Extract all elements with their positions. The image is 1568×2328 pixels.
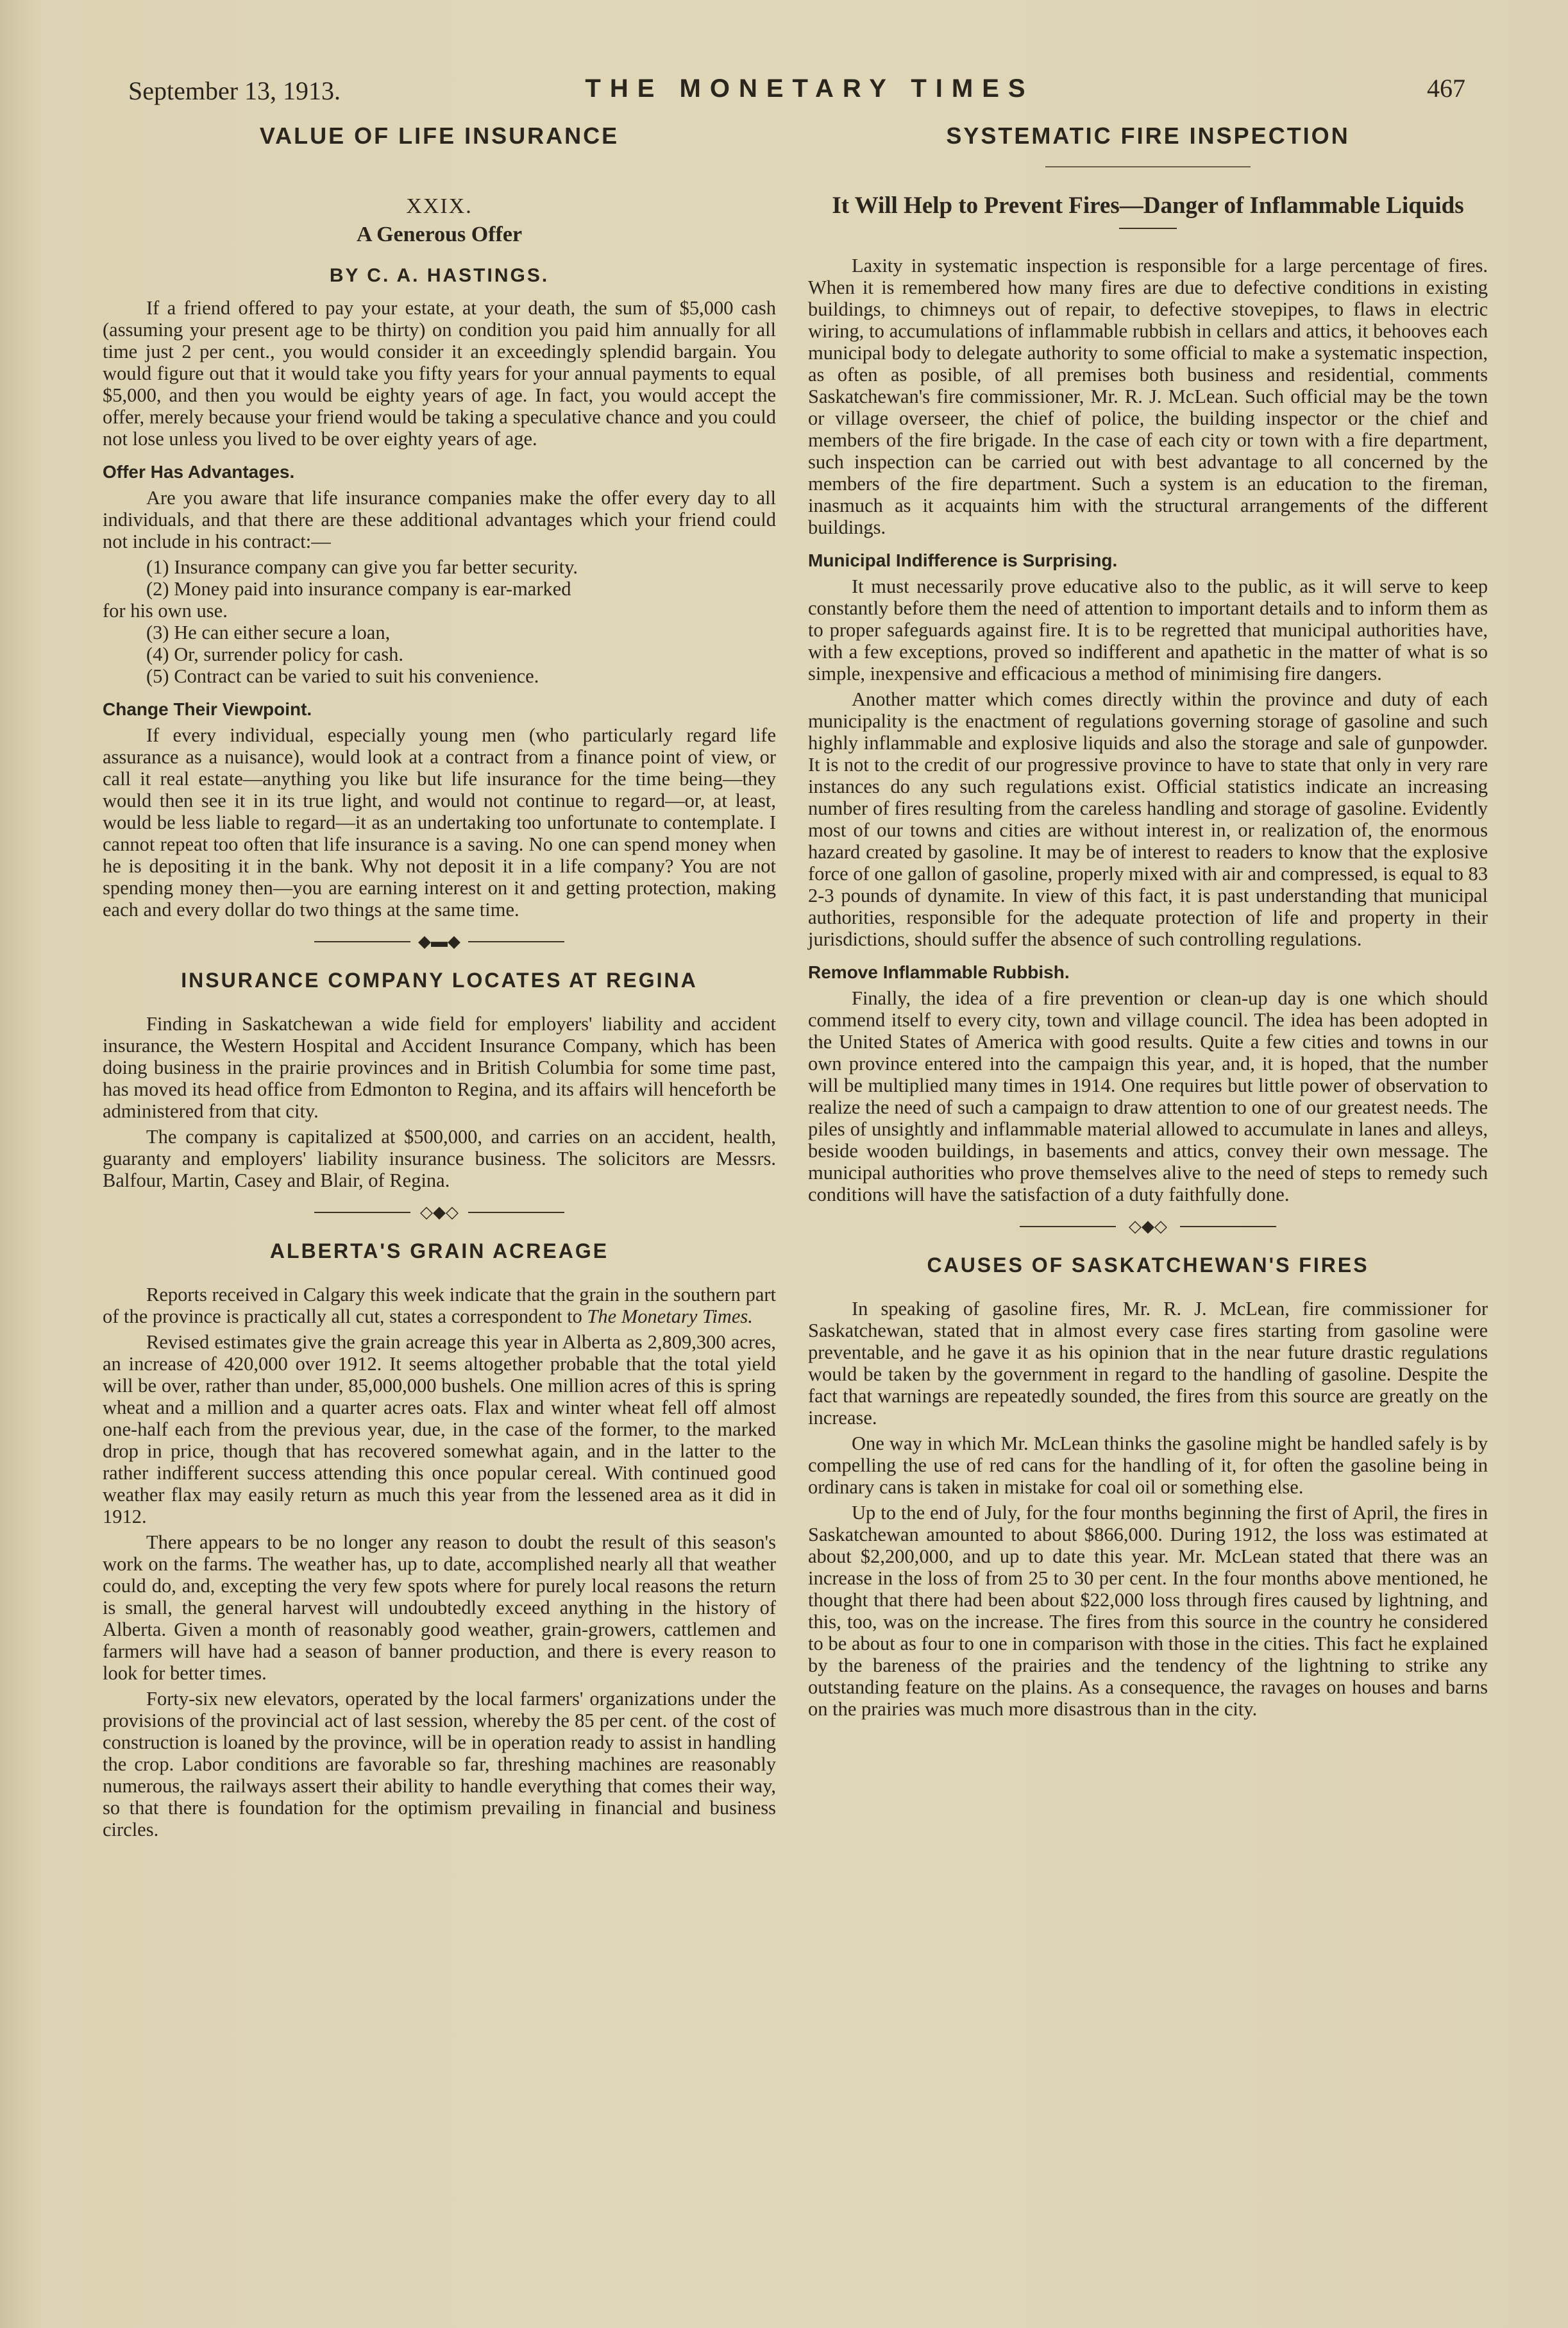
life-insurance-heading: VALUE OF LIFE INSURANCE — [259, 123, 620, 149]
list-item: (4) Or, surrender policy for cash. — [146, 643, 404, 665]
paragraph: Laxity in systematic inspection is responsible for a large percentage of fires. When it is remembered how many fires are due to defective conditions in existing buildings, to chimneys out of repair, to defective stovepipes, to flaws in electric wiring, to accumulations of inflammable rubbish in cellars and attics, it behooves each municipal body to delegate authority to some official to make a systematic inspection, as often as posible, of all premises both business and residential, comments Saskatchewan's fire commissioner, Mr. R. J. McLean. Such official may be the town or village overseer, the chief of police, the building inspector or the chief and members of the fire brigade. In the case of each city or town with a fire department, such inspection can be carried out with best advantage to all concerned by the members of the fire department. Such a system is an education to the fireman, inasmuch as it acquaints him with the structural arrangements of the different buildings. — [808, 255, 1488, 538]
issue-date: September 13, 1913. — [128, 76, 341, 105]
alberta-heading: ALBERTA'S GRAIN ACREAGE — [269, 1239, 609, 1262]
byline: BY C. A. HASTINGS. — [329, 265, 550, 286]
left-column — [103, 125, 776, 1844]
list-item: (2) Money paid into insurance company is ear-marked — [146, 578, 571, 600]
page-number: 467 — [1427, 74, 1465, 103]
list-item: (3) He can either secure a loan, — [146, 622, 391, 643]
subhead-rule — [1119, 228, 1177, 229]
list-item: for his own use. — [103, 600, 228, 622]
paragraph: Are you aware that life insurance companies make the offer every day to all individuals, and that there are these additional advantages which your friend could not include in his contract:— — [103, 487, 776, 552]
list-item: (5) Contract can be varied to suit his convenience. — [146, 665, 539, 687]
subheading: Offer Has Advantages. — [103, 462, 295, 482]
paragraph: If every individual, especially young men (who particularly regard life assurance as a nuisance), would look at a contract from a finance point of view, or call it real estate—anything you like but life insurance for the time being—they would then see it in its true light, and would not continue to regard—or, at least, would be less liable to regard—it as an undertaking too unfortunate to contemplate. I cannot repeat too often that life insurance is a saving. No one can spend money when he is depositing it in the bank. Why not deposit it in a life company? You are not spending money then—you are earning interest on it and getting protection, making each and every dollar do two things at the same time. — [103, 724, 776, 921]
running-head — [128, 71, 1491, 109]
paragraph: Revised estimates give the grain acreage this year in Alberta as 2,809,300 acres, an increase of 420,000 over 1912. It seems altogether probable that the total yield will be over, rather than under, 85,000,000 bushels. One million acres of this is spring wheat and a million and a quarter acres oats. Flax and winter wheat fell off almost one-half each from the previous year, due, in the case of the former, to the marked drop in price, though that has recovered somewhat again, and in the latter to the rather indifferent success attending this once popular cereal. With continued good weather flax may easily return as much this year from the lessened area as it did in 1912. — [103, 1331, 776, 1527]
advantages-list — [103, 556, 776, 687]
ornament-diamonds: ◇◆◇ — [420, 1203, 459, 1221]
publication-title: THE MONETARY TIMES — [585, 74, 1034, 103]
heading-rule — [1045, 166, 1251, 167]
paragraph: Another matter which comes directly within the province and duty of each municipality is the enactment of regulations governing storage of gasoline and such highly inflammable and explosive liquids and also the storage and sale of gunpowder. It is not to the credit of our progressive province to have to state that only in very rare instances do any such regulations exist. Official statistics indicate an increasing number of fires resulting from the careless handling and storage of gasoline. Evidently most of our towns and cities are without interest in, or realization of, the enormous hazard created by gasoline. It may be of interest to readers to know that the explosive force of one gallon of gasoline, properly mixed with air and compressed, is equal to 83 2-3 pounds of dynamite. In view of this fact, it is past understanding that municipal authorities, responsible for the adequate protection of life and property in their jurisdictions, should suffer the absence of such controlling regulations. — [808, 688, 1488, 950]
paragraph: It must necessarily prove educative also to the public, as it will serve to keep constantly before them the need of attention to important details and to inform them as to proper safeguards against fire. It is to be regretted that municipal authorities have, with a few exceptions, proved so indifferent and apathetic in the matter of what is so simple, inexpensive and efficacious a method of minimising fire dangers. — [808, 575, 1488, 684]
paragraph: Finally, the idea of a fire prevention or clean-up day is one which should commend itself to every city, town and village council. The idea has been adopted in the United States of America with good results. Quite a few cities and towns in our own province entered into the campaign this year, and, it is hoped, that the number will be multiplied many times in 1914. One requires but little power of observation to realize the need of such a campaign to draw attention to one of our greatest needs. The piles of unsightly and inflammable material allowed to accumulate in lanes and alleys, beside wooden buildings, in basements and attics, convey their own message. The municipal authorities who prove themselves alive to the need of steps to remedy such conditions will have the satisfaction of a duty faithfully done. — [808, 987, 1488, 1205]
fire-inspection-heading: SYSTEMATIC FIRE INSPECTION — [946, 123, 1350, 149]
series-numeral: XXIX. — [406, 194, 473, 218]
paragraph: Up to the end of July, for the four months beginning the first of April, the fires in Saskatchewan amounted to about $866,000. During 1912, the loss was estimated at about $2,200,000, and up to date this year. Mr. McLean stated that there was an increase in the loss of from 25 to 30 per cent. In the four months above mentioned, he thought that there had been about $22,000 loss through fires caused by lightning, and this, too, was on the increase. The fires from this source in the country he considered to be about as four to one in comparison with those in the cities. This fact he explained by the bareness of the prairies and the tendency of the lightning to strike any outstanding feature on the plains. As a consequence, the ravages on houses and barns on the prairies was much more disastrous than in the city. — [808, 1502, 1488, 1720]
paragraph: If a friend offered to pay your estate, at your death, the sum of $5,000 cash (assuming your present age to be thirty) on condition you paid him annually for all time just 2 per cent., you would consider it an exceedingly splendid bargain. You would figure out that it would take you fifty years for your annual payments to equal $5,000, and then you would be eighty years of age. In fact, you would accept the offer, merely because your friend would be taking a speculative chance and you could not lose unless you lived to be over eighty years of age. — [103, 297, 776, 450]
paragraph: One way in which Mr. McLean thinks the gasoline might be handled safely is by compelling the use of red cans for the handling of it, for often the gasoline being in ordinary cans is taken in mistake for coal oil or something else. — [808, 1432, 1488, 1498]
section-ornament — [103, 932, 776, 951]
regina-heading: INSURANCE COMPANY LOCATES AT REGINA — [181, 969, 698, 992]
paragraph: There appears to be no longer any reason to doubt the result of this season's work on the farms. The weather has, up to date, accomplished nearly all that weather could do, and, excepting the very few spots where for purely local reasons the return is small, the general harvest will undoubtedly exceed anything in the history of Alberta. Given a month of reasonably good weather, grain-growers, cattlemen and farmers will have had a season of banner production, and there is every reason to look for better times. — [103, 1531, 776, 1684]
section-ornament — [808, 1217, 1488, 1236]
right-column — [808, 125, 1488, 1724]
publication-name: The Monetary Times. — [587, 1305, 753, 1327]
subheading: Municipal Indifference is Surprising. — [808, 550, 1118, 570]
ornament-diamonds: ◆▬◆ — [418, 932, 460, 951]
subheading: Change Their Viewpoint. — [103, 699, 312, 719]
article-subtitle: A Generous Offer — [356, 223, 523, 246]
article-subhead: It Will Help to Prevent Fires—Danger of Inflammable Liquids — [832, 192, 1464, 219]
list-item: (1) Insurance company can give you far better security. — [146, 556, 578, 578]
section-ornament — [103, 1203, 776, 1222]
paragraph: Reports received in Calgary this week indicate that the grain in the southern part of the province is practically all cut, states a correspondent to The Monetary Times. — [103, 1284, 776, 1327]
paragraph: Forty-six new elevators, operated by the local farmers' organizations under the provisions of the provincial act of last session, whereby the 85 per cent. of the cost of construction is loaned by the province, will be in operation ready to assist in handling the crop. Labor conditions are favorable so far, threshing machines are reasonably numerous, the railways assert their ability to handle everything that comes their way, so that there is foundation for the optimism prevailing in financial and business circles. — [103, 1688, 776, 1840]
paragraph: Finding in Saskatchewan a wide field for employers' liability and accident insurance, the Western Hospital and Accident Insurance Company, which has been doing business in the prairie provinces and in British Columbia for some time past, has moved its head office from Edmonton to Regina, and its affairs will henceforth be administered from that city. — [103, 1013, 776, 1122]
paragraph: In speaking of gasoline fires, Mr. R. J. McLean, fire commissioner for Saskatchewan, stated that in almost every case fires starting from gasoline were preventable, and he gave it as his opinion that in the near future drastic regulations would be taken by the government in regard to the handling of gasoline. Despite the fact that warnings are repeatedly sounded, the fires from this source are greatly on the increase. — [808, 1298, 1488, 1429]
subheading: Remove Inflammable Rubbish. — [808, 962, 1070, 982]
causes-heading: CAUSES OF SASKATCHEWAN'S FIRES — [927, 1253, 1369, 1277]
ornament-diamonds: ◇◆◇ — [1129, 1217, 1167, 1236]
paragraph: The company is capitalized at $500,000, and carries on an accident, health, guaranty and employers' liability insurance business. The solicitors are Messrs. Balfour, Martin, Casey and Blair, of Regina. — [103, 1126, 776, 1191]
